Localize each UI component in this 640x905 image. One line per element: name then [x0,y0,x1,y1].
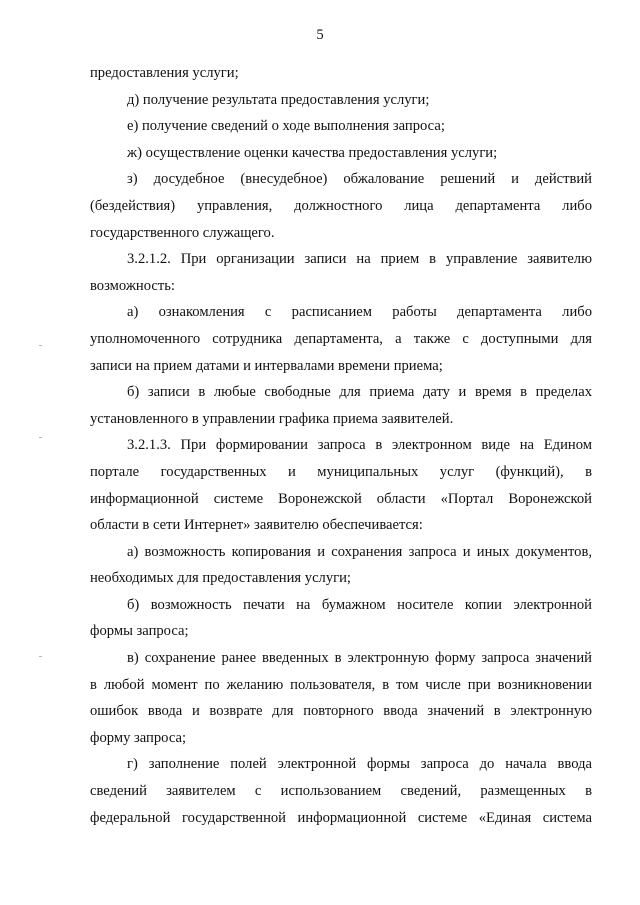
text-line: области в сети Интернет» заявителю обеспечивается: [90,517,423,534]
scan-mark [39,437,42,438]
scan-mark [39,656,42,657]
text-line: б) записи в любые свободные для приема дату и время в пределах [127,384,592,401]
text-line: формы запроса; [90,623,189,640]
text-line: сведений заявителем с использованием сведений, размещенных в [90,783,592,800]
text-line: форму запроса; [90,729,187,746]
text-line: портале государственных и муниципальных услуг (функций), в [90,463,592,480]
text-line: ошибок ввода и возврате для повторного ввода значений в электронную [90,703,592,720]
text-line: г) заполнение полей электронной формы запроса до начала ввода [127,756,592,773]
text-line: 3.2.1.2. При организации записи на прием в управление заявителю [127,251,592,268]
text-line: предоставления услуги; [90,65,239,81]
text-line: а) ознакомления с расписанием работы департамента либо [127,304,592,321]
text-line: б) возможность печати на бумажном носителе копии электронной [127,596,592,613]
text-line: возможность: [90,277,175,294]
page-number: 5 [316,27,324,43]
text-line: (бездействия) управления, должностного лица департамента либо [90,197,592,214]
text-line: федеральной государственной информационной системе «Единая система [90,809,592,826]
text-line: записи на прием датами и интервалами времени приема; [90,357,443,374]
document-body [90,60,592,831]
text-line: е) получение сведений о ходе выполнения запроса; [127,118,445,135]
text-line: ж) осуществление оценки качества предоставления услуги; [127,144,498,161]
text-line: в любой момент по желанию пользователя, в том числе при возникновении [90,676,592,693]
text-line: в) сохранение ранее введенных в электронную форму запроса значений [127,650,592,667]
text-line: информационной системе Воронежской области «Портал Воронежской [90,490,592,507]
text-line: д) получение результата предоставления услуги; [127,91,430,108]
text-line: государственного служащего. [90,224,275,241]
text-line: 3.2.1.3. При формировании запроса в электронном виде на Едином [127,437,592,454]
text-line: з) досудебное (внесудебное) обжалование решений и действий [127,171,592,188]
text-line: установленного в управлении графика приема заявителей. [90,410,454,427]
text-line: необходимых для предоставления услуги; [90,570,351,587]
scan-mark [39,345,42,346]
text-line: уполномоченного сотрудника департамента, а также с доступными для [90,330,592,347]
text-line: а) возможность копирования и сохранения запроса и иных документов, [127,543,592,560]
